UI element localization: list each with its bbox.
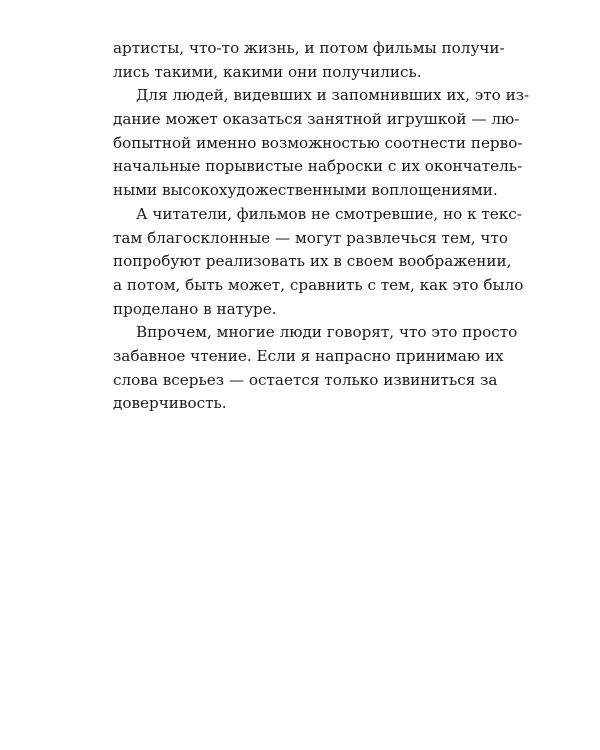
paragraph-2 (113, 84, 530, 202)
text-line: дание может оказаться занятной игрушкой — лю- (113, 110, 520, 129)
text-line: доверчивость. (113, 394, 227, 413)
text-line: Впрочем, многие люди говорят, что это просто (136, 323, 518, 342)
text-line: ными высокохудожественными воплощениями. (113, 181, 498, 200)
text-line: Для людей, видевших и запомнивших их, это из- (136, 86, 530, 105)
text-line: проделано в натуре. (113, 299, 277, 318)
paragraph-3 (113, 203, 524, 321)
text-line: А читатели, фильмов не смотревшие, но к текс- (136, 204, 522, 223)
paragraph-1 (113, 37, 505, 84)
text-line: слова всерьез — остается только извиниться за (113, 370, 498, 389)
paragraph-4 (113, 321, 518, 416)
text-line: бопытной именно возможностью соотнести перво- (113, 133, 523, 152)
text-line: лись такими, какими они получились. (113, 62, 422, 81)
text-line: забавное чтение. Если я напрасно принимаю их (113, 346, 504, 365)
text-line: попробуют реализовать их в своем воображении, (113, 252, 512, 271)
text-line: артисты, что-то жизнь, и потом фильмы получи- (113, 39, 505, 57)
text-line: начальные порывистые наброски с их окончатель- (113, 157, 523, 176)
text-line: а потом, быть может, сравнить с тем, как это было (113, 275, 524, 294)
text-line: там благосклонные — могут развлечься тем, что (113, 228, 508, 247)
body-text (113, 37, 530, 416)
